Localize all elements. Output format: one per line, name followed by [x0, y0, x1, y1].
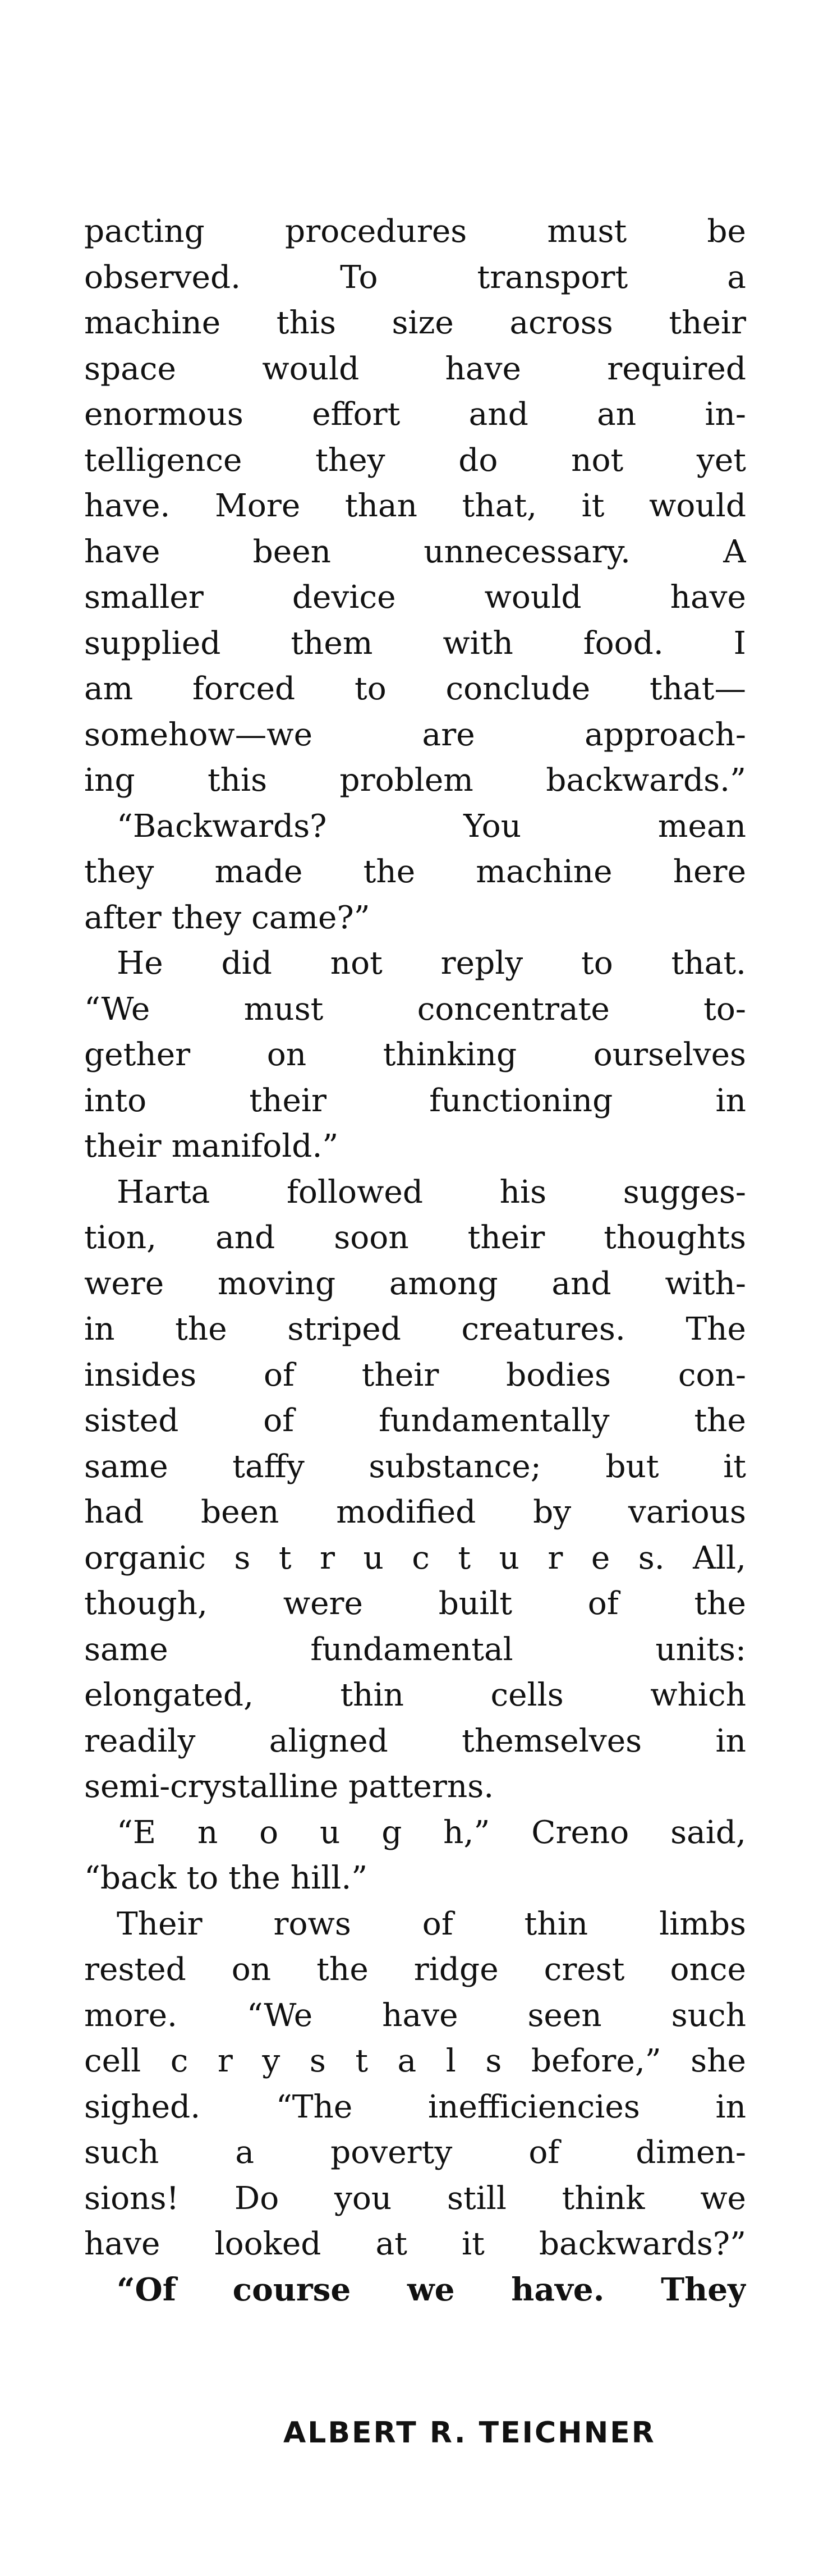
text-line: more. “We have seen such: [84, 1997, 746, 2034]
text-column: [84, 209, 746, 2313]
text-line: “We must concentrate to-: [84, 991, 746, 1028]
text-line: “Backwards? You mean: [117, 808, 746, 845]
author-byline: ALBERT R. TEICHNER: [283, 2416, 656, 2450]
text-line: He did not reply to that.: [117, 945, 746, 982]
text-line: sighed. “The inefficiencies in: [84, 2088, 746, 2125]
text-line: in the striped creatures. The: [84, 1311, 746, 1347]
text-line: have looked at it backwards?”: [84, 2226, 746, 2262]
text-line: am forced to conclude that—: [84, 671, 746, 707]
text-line: organic s t r u c t u r e s. All,: [84, 1539, 746, 1576]
text-line: gether on thinking ourselves: [84, 1037, 746, 1073]
text-line: telligence they do not yet: [84, 442, 746, 479]
text-line: elongated, thin cells which: [84, 1677, 746, 1713]
text-line: after they came?”: [84, 899, 370, 936]
text-line: ing this problem backwards.”: [84, 762, 746, 799]
text-line: sions! Do you still think we: [84, 2180, 746, 2217]
text-line: “E n o u g h,” Creno said,: [117, 1814, 746, 1851]
text-line: have. More than that, it would: [84, 488, 746, 524]
text-line: though, were built of the: [84, 1585, 746, 1622]
text-line: semi-crystalline patterns.: [84, 1768, 494, 1805]
text-line: Their rows of thin limbs: [117, 1905, 746, 1942]
text-line: “Of course we have. They: [117, 2271, 746, 2308]
text-line: smaller device would have: [84, 579, 746, 616]
text-line: Harta followed his sugges-: [117, 1174, 746, 1211]
text-line: into their functioning in: [84, 1082, 746, 1119]
text-line: same fundamental units:: [84, 1631, 746, 1668]
text-line: they made the machine here: [84, 854, 746, 890]
text-line: their manifold.”: [84, 1128, 339, 1165]
text-line: have been unnecessary. A: [84, 533, 746, 570]
text-line: insides of their bodies con-: [84, 1356, 746, 1394]
text-line: had been modified by various: [84, 1494, 746, 1530]
text-line: space would have required: [84, 350, 746, 387]
text-line: rested on the ridge crest once: [84, 1951, 746, 1988]
text-line: such a poverty of dimen-: [84, 2134, 746, 2171]
text-line: enormous effort and an in-: [84, 396, 746, 433]
text-line: supplied them with food. I: [84, 625, 746, 662]
text-line: tion, and soon their thoughts: [84, 1220, 746, 1256]
text-line: machine this size across their: [84, 305, 746, 341]
text-line: somehow—we are approach-: [84, 716, 746, 753]
text-line: same taffy substance; but it: [84, 1448, 746, 1485]
text-line: sisted of fundamentally the: [84, 1402, 746, 1439]
text-line: cell c r y s t a l s before,” she: [84, 2043, 746, 2079]
text-line: were moving among and with-: [84, 1265, 746, 1302]
text-line: “back to the hill.”: [84, 1860, 368, 1896]
text-line: observed. To transport a: [84, 259, 746, 296]
text-line: pacting procedures must be: [84, 213, 746, 250]
text-line: readily aligned themselves in: [84, 1722, 746, 1759]
